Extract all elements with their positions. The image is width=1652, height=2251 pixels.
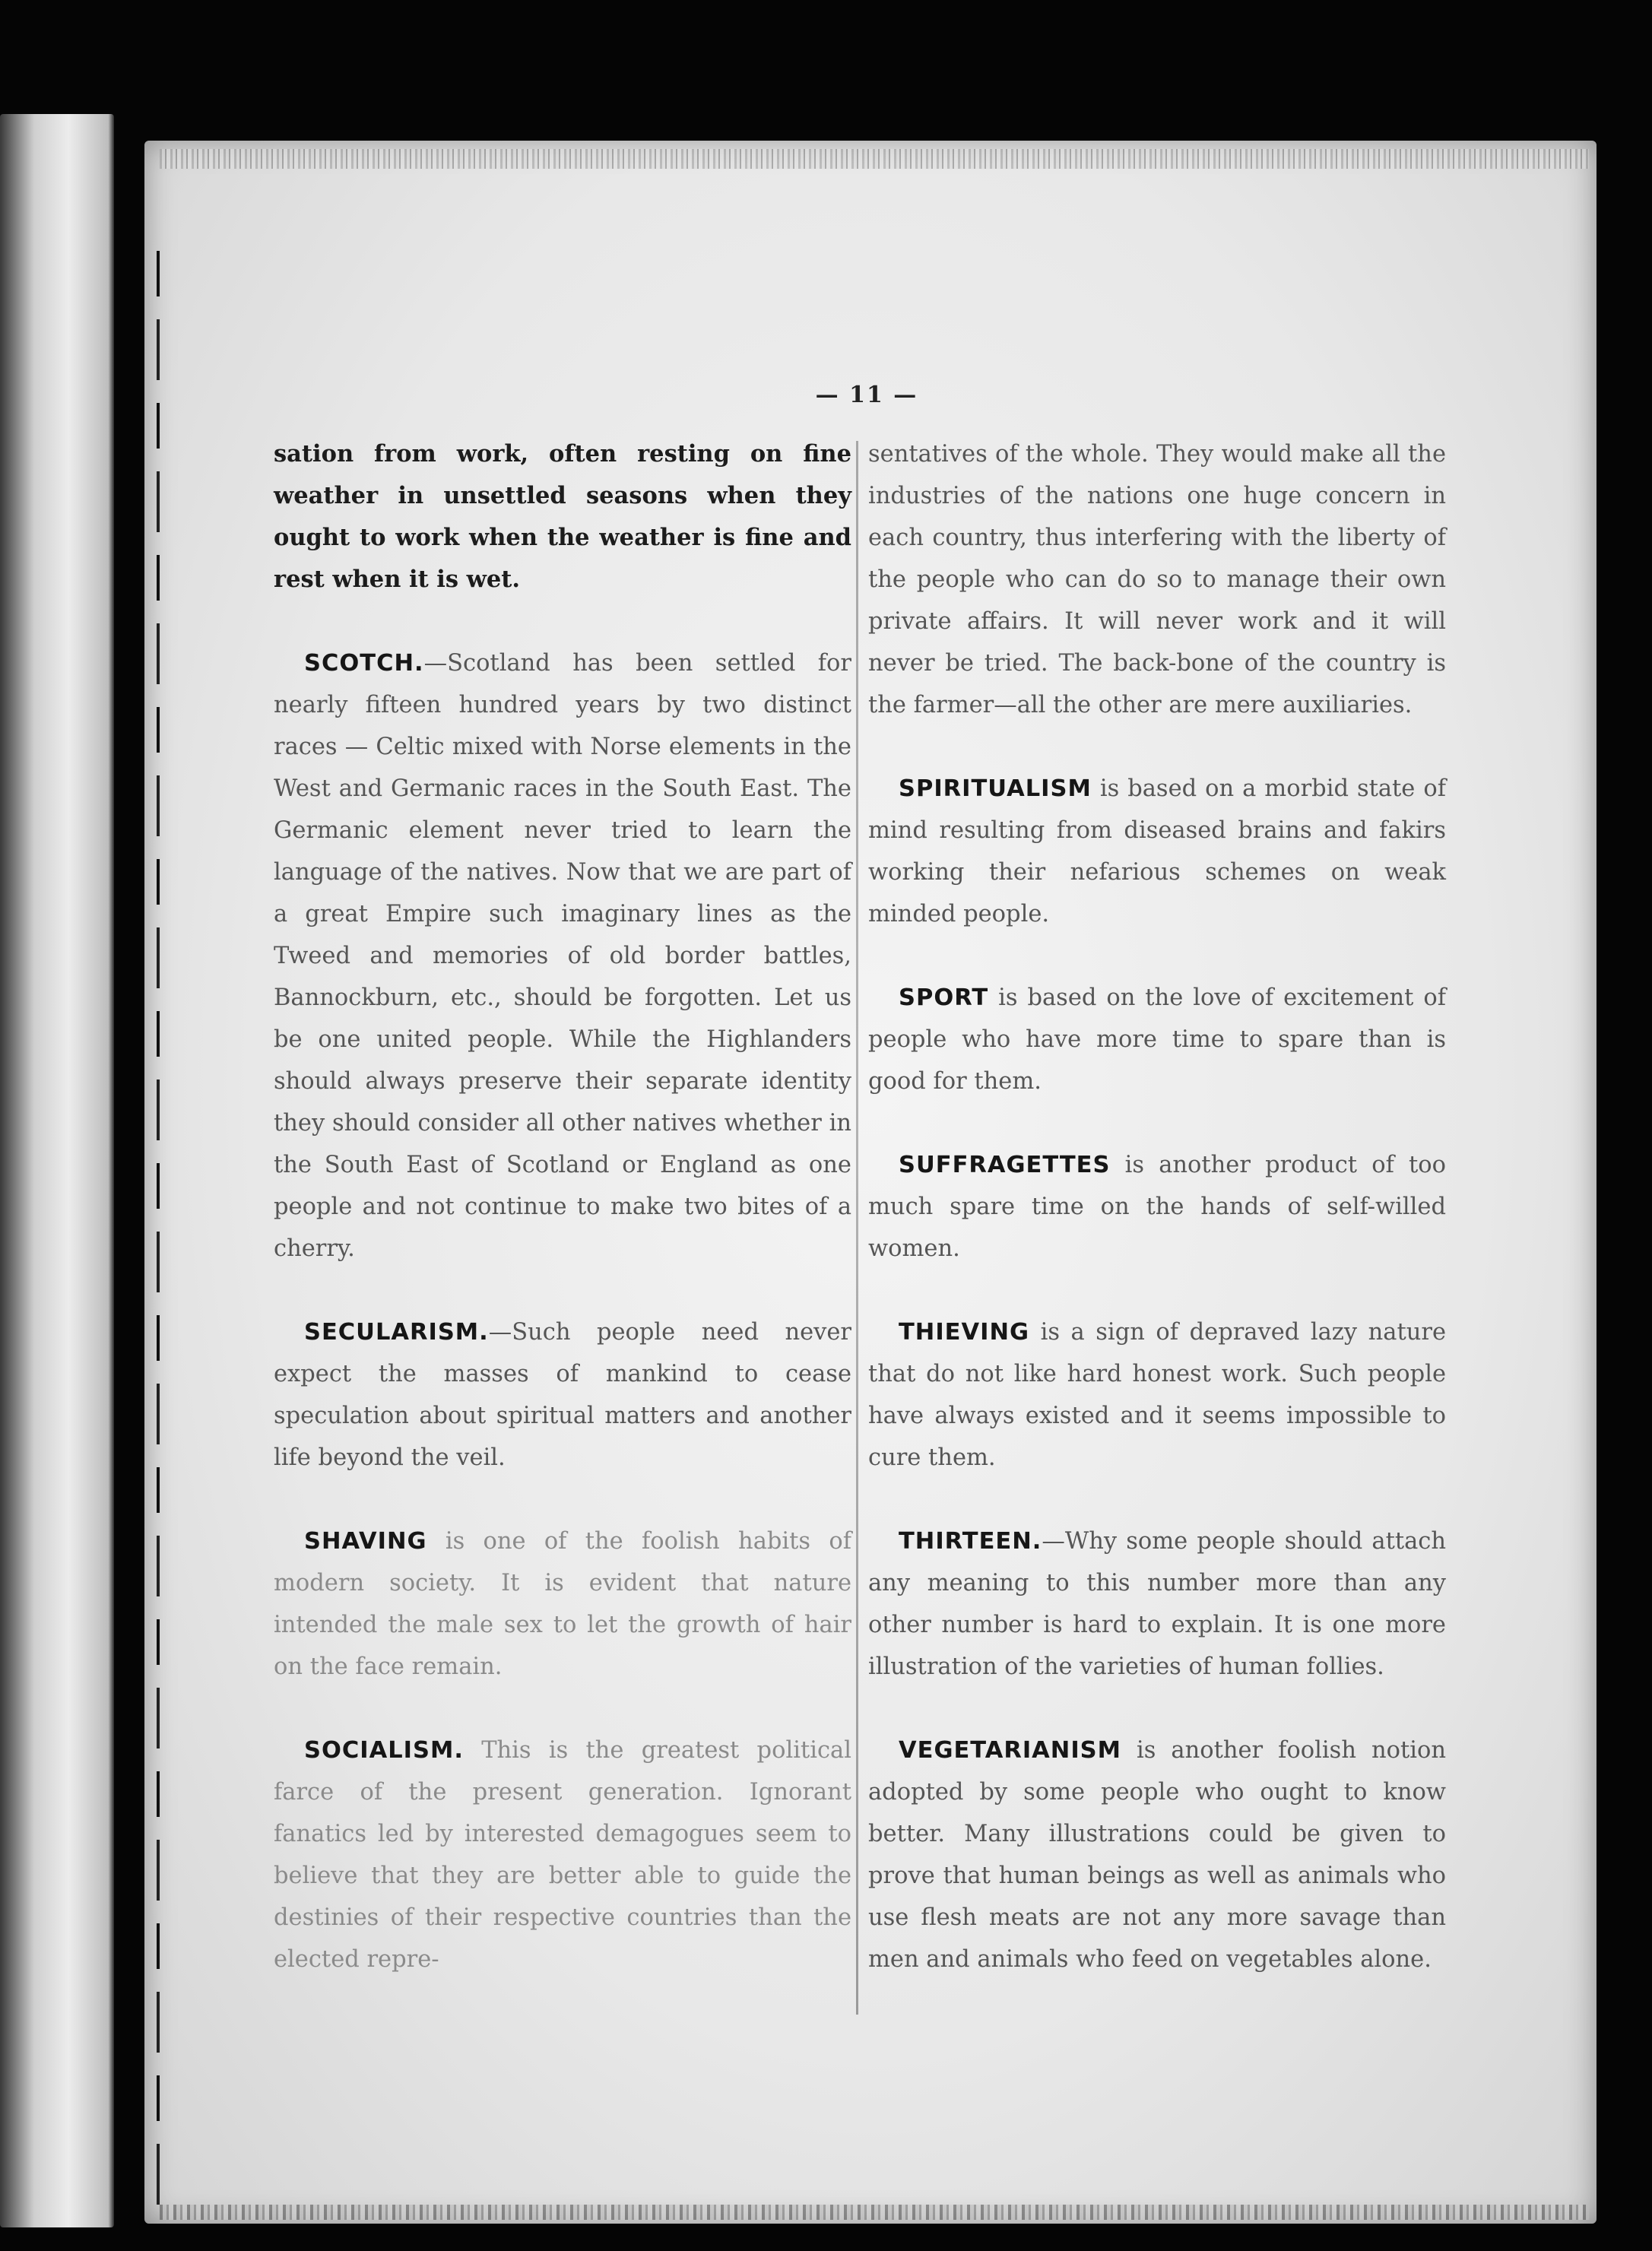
entry-heading: THIEVING xyxy=(899,1319,1030,1346)
entry-spiritualism xyxy=(868,768,1446,935)
continuation-text: sentatives of the whole. They would make all the industries of the nations one huge concern in each country, thus interfering with the liberty of the people who can do so to manage their own private affairs. It will never work and it will never be tried. The back-bone of the country is the farmer—all the other are mere auxiliaries. xyxy=(868,441,1446,718)
entry-vegetarianism xyxy=(868,1729,1446,1980)
entry-heading: SCOTCH. xyxy=(304,650,424,677)
continuation-text: sation from work, often resting on fine weather in unsettled seasons when they ought to work when the weather is fine and rest when it is wet. xyxy=(274,440,851,593)
entry-sport xyxy=(868,977,1446,1102)
page-top-edge xyxy=(160,149,1589,169)
entry-suffragettes xyxy=(868,1144,1446,1270)
entry-heading: SPIRITUALISM xyxy=(899,775,1092,802)
entry-socialism xyxy=(274,1729,851,1980)
entry-heading: SECULARISM. xyxy=(304,1319,489,1346)
entry-text: —Scotland has been settled for nearly fifteen hundred years by two distinct races — Celtic mixed with Norse elements in the West and Germanic races in the South East. The Germanic element never tried to learn the language of the natives. Now that we are part of a great Empire such imaginary lines as the Tweed and memories of old border battles, Bannockburn, etc., should be forgotten. Let us be one united people. While the Highlanders should always preserve their separate identity they should consider all other natives whether in the South East of Scotland or England as one people and not continue to make two bites of a cherry. xyxy=(274,650,851,1262)
entry-text: is another product of too much spare time on the hands of self-willed women. xyxy=(868,1152,1446,1262)
entry-heading: SOCIALISM. xyxy=(304,1737,464,1764)
entry-heading: SPORT xyxy=(899,984,989,1011)
entry-heading: THIRTEEN. xyxy=(899,1528,1042,1555)
binding-gutter xyxy=(157,251,160,2212)
entry-text: —Why some people should attach any meaning to this number more than any other number is hard to explain. It is one more illustration of the varieties of human follies. xyxy=(868,1528,1446,1680)
entry-secularism xyxy=(274,1311,851,1479)
left-column xyxy=(274,433,851,2022)
entry-text: is a sign of depraved lazy nature that do not like hard honest work. Such people have always existed and it seems impossible to cure them. xyxy=(868,1319,1446,1471)
right-column xyxy=(868,433,1446,2022)
entry-text: is another foolish notion adopted by some people who ought to know better. Many illustrations could be given to prove that human beings as well as animals who use flesh meats are not any more savage than men and animals who feed on vegetables alone. xyxy=(868,1737,1446,1973)
page-bottom-edge xyxy=(160,2205,1589,2220)
continuation-paragraph xyxy=(868,433,1446,726)
entry-heading: VEGETARIANISM xyxy=(899,1737,1121,1764)
page-number: — 11 — xyxy=(815,382,918,408)
entry-text: is based on the love of excitement of people who have more time to spare than is good for them. xyxy=(868,984,1446,1095)
entry-shaving xyxy=(274,1520,851,1688)
entry-thirteen xyxy=(868,1520,1446,1688)
column-divider xyxy=(856,441,858,2015)
entry-text: This is the greatest political farce of the present generation. Ignorant fanatics led by interested demagogues seem to believe that they are better able to guide the destinies of their respective countries than the elected repre- xyxy=(274,1737,851,1973)
entry-thieving xyxy=(868,1311,1446,1479)
continuation-paragraph xyxy=(274,433,851,601)
entry-scotch xyxy=(274,642,851,1270)
entry-heading: SUFFRAGETTES xyxy=(899,1152,1111,1178)
adjacent-page-edge xyxy=(0,114,114,2227)
entry-text: is based on a morbid state of mind resulting from diseased brains and fakirs working their nefarious schemes on weak minded people. xyxy=(868,775,1446,927)
entry-heading: SHAVING xyxy=(304,1528,427,1555)
entry-text: —Such people need never expect the masses of mankind to cease speculation about spiritual matters and another life beyond the veil. xyxy=(274,1319,851,1471)
entry-text: is one of the foolish habits of modern society. It is evident that nature intended the male sex to let the growth of hair on the face remain. xyxy=(274,1528,851,1680)
